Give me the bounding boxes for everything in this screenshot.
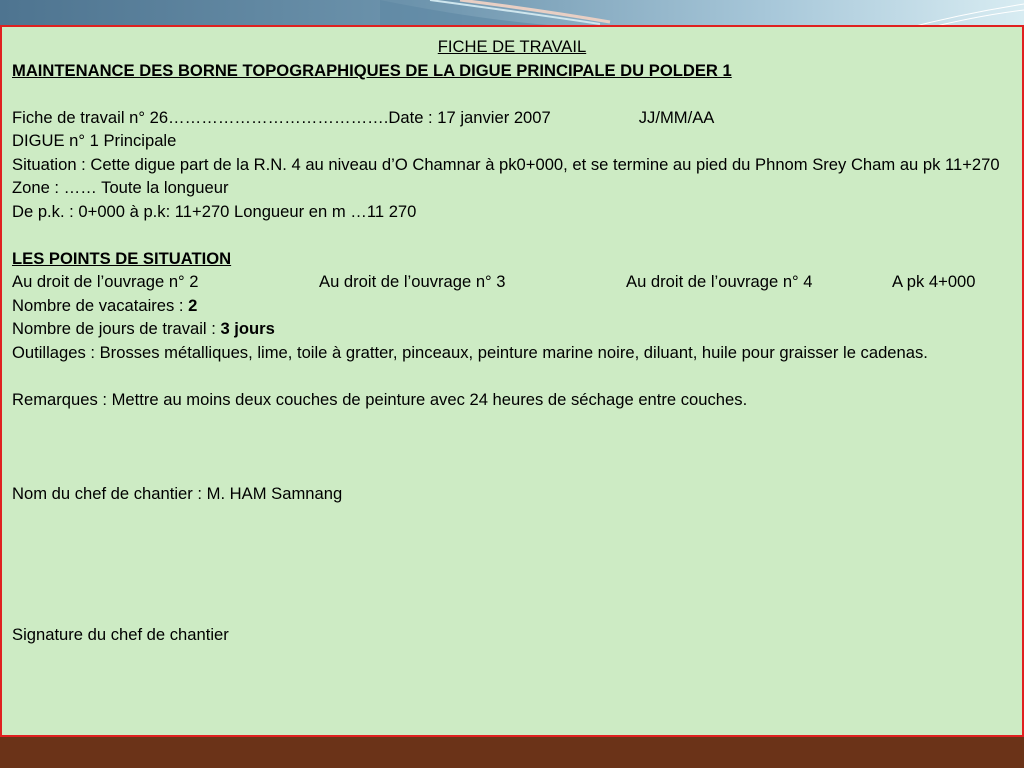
vacataires-value: 2 [188,295,198,315]
fiche-number-line [12,106,1012,130]
signature-line: Signature du chef de chantier [12,624,229,644]
vacataires-label: Nombre de vacataires : [12,295,189,315]
sheet-subtitle: MAINTENANCE DES BORNE TOPOGRAPHIQUES DE LA DIGUE PRINCIPALE DU POLDER 1 [12,60,732,80]
zone-line: Zone : …… Toute la longueur [12,178,229,197]
digue-line: DIGUE n° 1 Principale [12,131,177,150]
fiche-number-date: Fiche de travail n° 26………………………………….Date : 17 janvier 2007 [12,107,551,127]
sheet-title: FICHE DE TRAVAIL [437,37,587,56]
point-item: Au droit de l’ouvrage n° 4 [626,272,813,291]
chef-line: Nom du chef de chantier : M. HAM Samnang [12,483,343,503]
jours-label: Nombre de jours de travail : [12,319,221,338]
pk-line: De p.k. : 0+000 à p.k: 11+270 Longueur en m …11 270 [12,201,417,221]
point-item: A pk 4+000 [892,272,976,291]
situation-text: Situation : Cette digue part de la R.N. 4 au niveau d’O Chamnar à pk0+000, et se termine au pied du Phnom Srey Cham au pk 11+270 [12,154,1000,174]
remarques-text: Remarques : Mettre au moins deux couches de peinture avec 24 heures de séchage entre couches. [12,389,748,409]
outillages-text: Outillages : Brosses métalliques, lime, toile à gratter, pinceaux, peinture marine noire, diluant, huile pour graisser le cadenas. [12,342,928,362]
points-heading: LES POINTS DE SITUATION [12,248,232,268]
jours-value: 3 jours [220,319,275,338]
bottom-decorative-band [0,737,1024,768]
work-sheet-panel [0,25,1024,737]
work-sheet-content [12,35,1012,646]
point-item: Au droit de l’ouvrage n° 2 [12,272,199,291]
points-row [12,270,1012,294]
date-format: JJ/MM/AA [638,107,715,127]
point-item: Au droit de l’ouvrage n° 3 [319,272,506,291]
jours-line [12,317,1012,341]
vacataires-line [12,294,1012,318]
